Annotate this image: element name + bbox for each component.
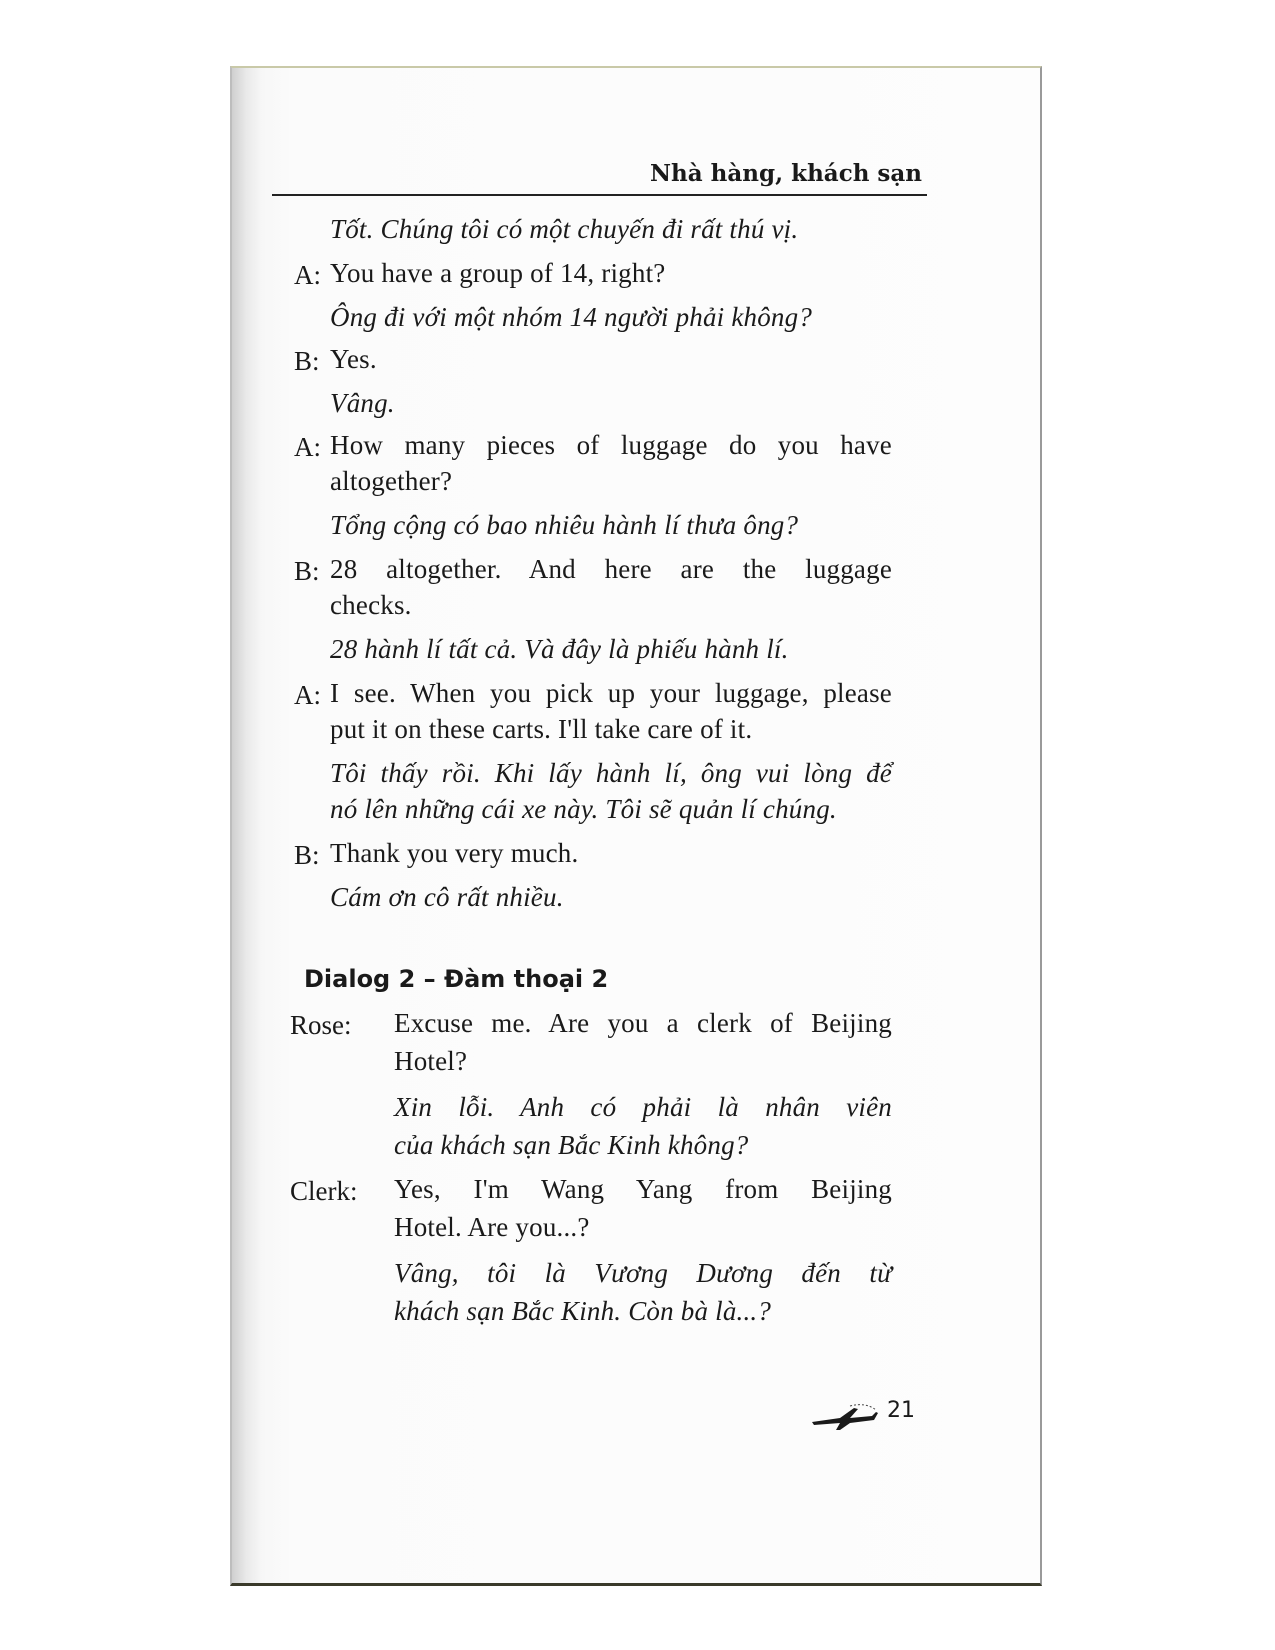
dialog-line-vi: của khách sạn Bắc Kinh không? — [394, 1130, 749, 1160]
speaker-label: A: — [294, 432, 321, 462]
speaker-label: A: — [294, 680, 321, 710]
dialog-line-en: altogether? — [330, 466, 453, 496]
dialog-line-en: Yes, I'm Wang Yang from Beijing — [394, 1174, 892, 1204]
dialog-line-en: Hotel. Are you...? — [394, 1212, 590, 1242]
dialog-line-vi: 28 hành lí tất cả. Và đây là phiếu hành lí. — [330, 634, 789, 664]
book-page — [230, 66, 1042, 1586]
dialog-line-en: checks. — [330, 590, 412, 620]
dialog-line-en: I see. When you pick up your luggage, please — [330, 678, 892, 708]
speaker-label: B: — [294, 556, 320, 586]
dialog-line-en: You have a group of 14, right? — [330, 258, 666, 288]
dialog-line-en: 28 altogether. And here are the luggage — [330, 554, 892, 584]
dialog-line-en: Hotel? — [394, 1046, 468, 1076]
speaker-label: Clerk: — [290, 1176, 358, 1206]
dialog-line-en: Yes. — [330, 344, 377, 374]
speaker-label: B: — [294, 840, 320, 870]
dialog-line-en: Thank you very much. — [330, 838, 579, 868]
dialog-line-vi: khách sạn Bắc Kinh. Còn bà là...? — [394, 1296, 772, 1326]
dialog-line-vi: Vâng. — [330, 388, 395, 418]
airplane-logo-icon — [810, 1400, 880, 1434]
speaker-label: A: — [294, 260, 321, 290]
dialog-line-en: put it on these carts. I'll take care of it. — [330, 714, 753, 744]
dialog-line-vi: Tôi thấy rồi. Khi lấy hành lí, ông vui lòng để — [330, 758, 892, 788]
speaker-label: Rose: — [290, 1010, 352, 1040]
dialog-line-vi: nó lên những cái xe này. Tôi sẽ quản lí chúng. — [330, 794, 837, 824]
speaker-label: B: — [294, 346, 320, 376]
dialog-line-en: Excuse me. Are you a clerk of Beijing — [394, 1008, 892, 1038]
dialog-line-vi: Vâng, tôi là Vương Dương đến từ — [394, 1258, 892, 1288]
section-heading: Dialog 2 – Đàm thoại 2 — [304, 965, 609, 993]
dialog-line-en: How many pieces of luggage do you have — [330, 430, 892, 460]
header-rule — [272, 194, 927, 196]
dialog-line-vi: Ông đi với một nhóm 14 người phải không? — [330, 302, 813, 332]
dialog-line-vi: Tốt. Chúng tôi có một chuyến đi rất thú vị. — [330, 214, 799, 244]
page-number: 21 — [887, 1398, 915, 1423]
running-header: Nhà hàng, khách sạn — [650, 160, 922, 187]
dialog-line-vi: Xin lỗi. Anh có phải là nhân viên — [394, 1092, 892, 1122]
dialog-line-vi: Cám ơn cô rất nhiều. — [330, 882, 564, 912]
dialog-line-vi: Tổng cộng có bao nhiêu hành lí thưa ông? — [330, 510, 799, 540]
